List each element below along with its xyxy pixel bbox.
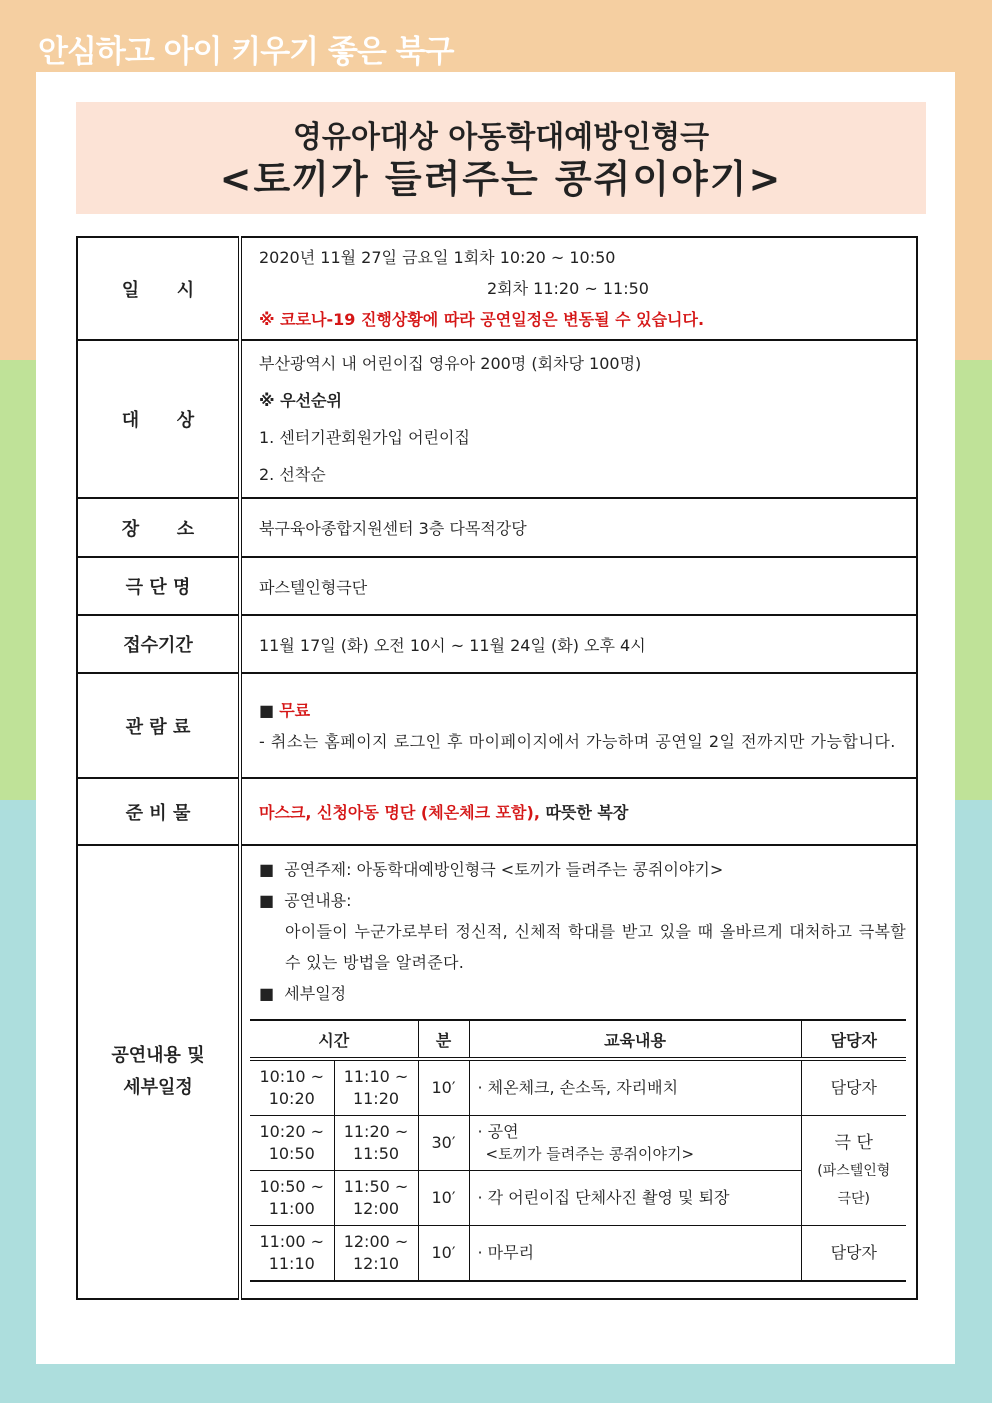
header-time: 시간 — [250, 1020, 418, 1059]
session2-time — [334, 1171, 418, 1226]
staff-troupe-line-3: 극단) — [837, 1190, 870, 1207]
value-prep — [240, 778, 917, 845]
duration: 30′ — [418, 1116, 469, 1171]
time-start: 10:20 ~ — [259, 1122, 325, 1141]
label-period: 접수기간 — [77, 615, 240, 673]
session2-time — [334, 1116, 418, 1171]
label-place: 장 소 — [77, 498, 240, 557]
title-box — [76, 102, 926, 214]
target-line-1: 부산광역시 내 어린이집 영유아 200명 (회차당 100명) — [259, 354, 642, 373]
schedule-staff: 담당자 — [801, 1226, 906, 1282]
priority-heading: ※ 우선순위 — [259, 391, 342, 410]
schedule-content: · 체온체크, 손소독, 자리배치 — [469, 1059, 801, 1116]
value-period: 11월 17일 (화) 오전 10시 ~ 11월 24일 (화) 오후 4시 — [240, 615, 917, 673]
program-content-body: 아이들이 누군가로부터 정신적, 신체적 학대를 받고 있을 때 올바르게 대처하고 극복할 수 있는 방법을 알려준다. — [285, 922, 906, 972]
row-place — [77, 498, 917, 557]
value-fee — [240, 673, 917, 778]
priority-item-2: 2. 선착순 — [259, 465, 326, 484]
label-date: 일 시 — [77, 237, 240, 340]
label-prep: 준 비 물 — [77, 778, 240, 845]
header-content: 교육내용 — [469, 1020, 801, 1059]
date-notice: ※ 코로나-19 진행상황에 따라 공연일정은 변동될 수 있습니다. — [259, 310, 705, 329]
program-theme-text: 공연주제: 아동학대예방인형극 <토끼가 들려주는 콩쥐이야기> — [284, 860, 724, 879]
date-line-2: 2회차 11:20 ~ 11:50 — [487, 279, 649, 298]
time-start: 11:00 ~ — [259, 1232, 325, 1251]
time-end: 12:10 — [352, 1254, 400, 1273]
label-target: 대 상 — [77, 340, 240, 498]
row-program — [77, 845, 917, 1299]
schedule-staff-merged — [801, 1116, 906, 1226]
schedule-row — [250, 1226, 906, 1282]
session1-time — [250, 1226, 334, 1282]
session2-time — [334, 1226, 418, 1282]
header-staff: 담당자 — [801, 1020, 906, 1059]
time-end: 11:20 — [352, 1089, 400, 1108]
row-target — [77, 340, 917, 498]
row-prep — [77, 778, 917, 845]
label-program-line-1: 공연내용 및 — [111, 1045, 205, 1066]
header-minutes: 분 — [418, 1020, 469, 1059]
square-bullet-icon: ■ — [259, 860, 275, 879]
row-fee — [77, 673, 917, 778]
schedule-row — [250, 1059, 906, 1116]
schedule-content: · 각 어린이집 단체사진 촬영 및 퇴장 — [469, 1171, 801, 1226]
schedule-row — [250, 1116, 906, 1171]
row-date — [77, 237, 917, 340]
program-schedule-label-text: 세부일정 — [284, 984, 347, 1003]
value-place: 북구육아종합지원센터 3층 다목적강당 — [240, 498, 917, 557]
schedule-content: · 마무리 — [469, 1226, 801, 1282]
label-troupe: 극 단 명 — [77, 557, 240, 615]
prep-clothing: 따뜻한 복장 — [539, 803, 629, 822]
time-start: 10:50 ~ — [259, 1177, 325, 1196]
program-theme — [259, 854, 906, 885]
title-line-1: 영유아대상 아동학대예방인형극 — [292, 120, 710, 155]
value-troupe: 파스텔인형극단 — [240, 557, 917, 615]
program-schedule-label — [259, 978, 906, 1009]
value-date — [240, 237, 917, 340]
schedule-staff: 담당자 — [801, 1059, 906, 1116]
time-end: 10:50 — [268, 1144, 315, 1163]
info-table — [76, 236, 918, 1300]
square-bullet-icon: ■ — [259, 984, 275, 1003]
session2-time — [334, 1059, 418, 1116]
program-content-label-text: 공연내용: — [284, 891, 352, 910]
duration: 10′ — [418, 1059, 469, 1116]
label-program — [77, 845, 240, 1299]
schedule-header-row — [250, 1020, 906, 1059]
square-bullet-icon: ■ — [259, 700, 275, 720]
square-bullet-icon: ■ — [259, 891, 275, 910]
prep-required: 마스크, 신청아동 명단 (체온체크 포함), — [259, 803, 540, 822]
schedule-content-line-1: · 공연 — [477, 1122, 519, 1141]
time-start: 11:20 ~ — [343, 1122, 409, 1141]
time-end: 10:20 — [268, 1089, 315, 1108]
row-troupe — [77, 557, 917, 615]
row-period — [77, 615, 917, 673]
fee-free: 무료 — [279, 700, 311, 720]
session1-time — [250, 1059, 334, 1116]
schedule-content — [469, 1116, 801, 1171]
staff-troupe-line-2: (파스텔인형 — [817, 1162, 891, 1179]
time-end: 12:00 — [352, 1199, 400, 1218]
schedule-content-line-2: <토끼가 들려주는 콩쥐이야기> — [485, 1145, 695, 1163]
time-start: 12:00 ~ — [343, 1232, 409, 1251]
time-start: 11:50 ~ — [343, 1177, 409, 1196]
time-start: 10:10 ~ — [259, 1067, 325, 1086]
time-end: 11:50 — [352, 1144, 400, 1163]
time-end: 11:00 — [268, 1199, 315, 1218]
program-content-label — [259, 885, 906, 916]
value-target — [240, 340, 917, 498]
value-program — [240, 845, 917, 1299]
session1-time — [250, 1116, 334, 1171]
schedule-table — [250, 1019, 906, 1282]
date-line-1: 2020년 11월 27일 금요일 1회차 10:20 ~ 10:50 — [259, 248, 616, 267]
label-program-line-2: 세부일정 — [123, 1077, 193, 1098]
fee-line — [259, 695, 906, 726]
slogan-banner: 안심하고 아이 키우기 좋은 북구 — [38, 34, 454, 70]
duration: 10′ — [418, 1171, 469, 1226]
label-fee: 관 람 료 — [77, 673, 240, 778]
priority-item-1: 1. 센터기관회원가입 어린이집 — [259, 428, 470, 447]
time-end: 11:10 — [268, 1254, 315, 1273]
duration: 10′ — [418, 1226, 469, 1282]
fee-cancel-note: - 취소는 홈페이지 로그인 후 마이페이지에서 가능하며 공연일 2일 전까지만 가능합니다. — [259, 731, 896, 751]
time-start: 11:10 ~ — [343, 1067, 409, 1086]
title-line-2: <토끼가 들려주는 콩쥐이야기> — [219, 157, 783, 201]
staff-troupe-line-1: 극 단 — [834, 1132, 873, 1153]
session1-time — [250, 1171, 334, 1226]
